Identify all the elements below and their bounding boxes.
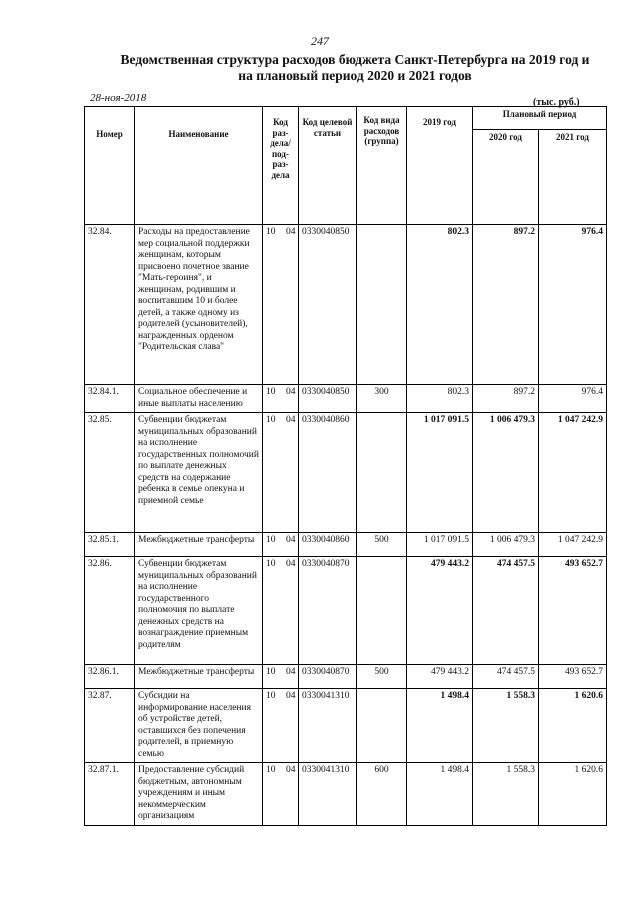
row-subsection: 04 — [286, 535, 296, 545]
row-amount-2019: 479 443.2 — [407, 557, 473, 665]
row-amount-2019: 1 498.4 — [407, 689, 473, 763]
row-amount-2021: 1 047 242.9 — [539, 533, 607, 557]
row-target-code: 0330040870 — [299, 557, 357, 665]
row-subsection: 04 — [286, 667, 296, 677]
row-name: Субвенции бюджетам муниципальных образований на исполнение государственных полномочий по выплате денежных средств на содержание ребенка в семье опекуна и приемной семье — [135, 413, 263, 533]
row-section: 10 — [266, 559, 276, 569]
row-section-code — [263, 665, 299, 689]
row-amount-2021: 1 620.6 — [539, 689, 607, 763]
header-expense-type-code: Код вида расходов (группа) — [357, 107, 407, 225]
row-number: 32.86.1. — [85, 665, 135, 689]
row-subsection: 04 — [286, 765, 296, 775]
row-target-code: 0330040860 — [299, 413, 357, 533]
row-amount-2019: 1 017 091.5 — [407, 413, 473, 533]
header-planned-period: Плановый период — [473, 107, 607, 130]
header-number: Номер — [85, 107, 135, 225]
row-target-code: 0330040860 — [299, 533, 357, 557]
row-subsection: 04 — [286, 559, 296, 569]
row-name: Субсидии на информирование населения об устройстве детей, оставшихся без попечения родителей, в приемную семью — [135, 689, 263, 763]
row-number: 32.84.1. — [85, 385, 135, 413]
row-section: 10 — [266, 667, 276, 677]
document-date: 28-ноя-2018 — [90, 92, 147, 104]
table-row — [85, 689, 607, 763]
row-section-code — [263, 413, 299, 533]
row-amount-2020: 897.2 — [473, 385, 539, 413]
row-expense-type — [357, 557, 407, 665]
row-amount-2020: 897.2 — [473, 225, 539, 385]
row-target-code: 0330040850 — [299, 225, 357, 385]
row-amount-2019: 479 443.2 — [407, 665, 473, 689]
row-amount-2020: 1 006 479.3 — [473, 413, 539, 533]
table-body — [85, 225, 607, 826]
header-year-2019: 2019 год — [407, 107, 473, 225]
row-expense-type: 500 — [357, 665, 407, 689]
row-number: 32.85. — [85, 413, 135, 533]
row-name: Субвенции бюджетам муниципальных образований на исполнение государственного полномочия по выплате денежных средств на вознаграждение приемным родителям — [135, 557, 263, 665]
row-section: 10 — [266, 227, 276, 237]
row-number: 32.86. — [85, 557, 135, 665]
row-number: 32.84. — [85, 225, 135, 385]
row-name: Межбюджетные трансферты — [135, 533, 263, 557]
header-year-2020: 2020 год — [473, 130, 539, 225]
row-amount-2019: 802.3 — [407, 385, 473, 413]
table-row — [85, 763, 607, 826]
row-section-code — [263, 689, 299, 763]
units-label: (тыс. руб.) — [533, 97, 580, 108]
row-amount-2020: 1 006 479.3 — [473, 533, 539, 557]
header-target-code: Код целевой статьи — [299, 107, 357, 225]
row-target-code: 0330041310 — [299, 689, 357, 763]
table-row — [85, 533, 607, 557]
row-expense-type: 600 — [357, 763, 407, 826]
row-amount-2021: 976.4 — [539, 225, 607, 385]
row-amount-2021: 1 047 242.9 — [539, 413, 607, 533]
row-section: 10 — [266, 535, 276, 545]
row-name: Предоставление субсидий бюджетным, автономным учреждениям и иным некоммерческим организациям — [135, 763, 263, 826]
page-number: 247 — [311, 34, 329, 48]
row-subsection: 04 — [286, 691, 296, 701]
row-amount-2020: 1 558.3 — [473, 763, 539, 826]
row-target-code: 0330041310 — [299, 763, 357, 826]
table-row — [85, 385, 607, 413]
row-section-code — [263, 225, 299, 385]
row-number: 32.87.1. — [85, 763, 135, 826]
row-section: 10 — [266, 387, 276, 397]
row-section: 10 — [266, 691, 276, 701]
row-target-code: 0330040850 — [299, 385, 357, 413]
row-amount-2020: 474 457.5 — [473, 665, 539, 689]
row-section-code — [263, 385, 299, 413]
row-amount-2019: 1 498.4 — [407, 763, 473, 826]
row-amount-2020: 474 457.5 — [473, 557, 539, 665]
row-target-code: 0330040870 — [299, 665, 357, 689]
row-section: 10 — [266, 765, 276, 775]
row-name: Расходы на предоставление мер социальной поддержки женщинам, которым присвоено почетное звание "Мать-героиня", и женщинам, родившим и воспитавшим 10 и более детей, а также одному из родителей (усыновителей), награжденных орденом "Родительская слава" — [135, 225, 263, 385]
row-name: Социальное обеспечение и иные выплаты населению — [135, 385, 263, 413]
row-amount-2021: 1 620.6 — [539, 763, 607, 826]
row-expense-type — [357, 225, 407, 385]
row-amount-2019: 802.3 — [407, 225, 473, 385]
row-amount-2021: 493 652.7 — [539, 665, 607, 689]
row-amount-2021: 976.4 — [539, 385, 607, 413]
row-amount-2020: 1 558.3 — [473, 689, 539, 763]
row-expense-type: 500 — [357, 533, 407, 557]
document-title: Ведомственная структура расходов бюджета Санкт-Петербурга на 2019 год и на плановый период 2020 и 2021 годов — [120, 52, 590, 83]
row-section-code — [263, 533, 299, 557]
budget-table — [84, 106, 607, 826]
row-number: 32.87. — [85, 689, 135, 763]
row-number: 32.85.1. — [85, 533, 135, 557]
header-name: Наименование — [135, 107, 263, 225]
row-expense-type — [357, 689, 407, 763]
row-subsection: 04 — [286, 387, 296, 397]
header-year-2021: 2021 год — [539, 130, 607, 225]
row-amount-2019: 1 017 091.5 — [407, 533, 473, 557]
row-section: 10 — [266, 415, 276, 425]
row-amount-2021: 493 652.7 — [539, 557, 607, 665]
table-row — [85, 557, 607, 665]
header-section-code: Код раз-дела/ под-раз-дела — [263, 107, 299, 225]
row-subsection: 04 — [286, 415, 296, 425]
row-section-code — [263, 763, 299, 826]
row-expense-type: 300 — [357, 385, 407, 413]
row-expense-type — [357, 413, 407, 533]
table-row — [85, 413, 607, 533]
row-section-code — [263, 557, 299, 665]
table-row — [85, 665, 607, 689]
row-name: Межбюджетные трансферты — [135, 665, 263, 689]
table-row — [85, 225, 607, 385]
row-subsection: 04 — [286, 227, 296, 237]
